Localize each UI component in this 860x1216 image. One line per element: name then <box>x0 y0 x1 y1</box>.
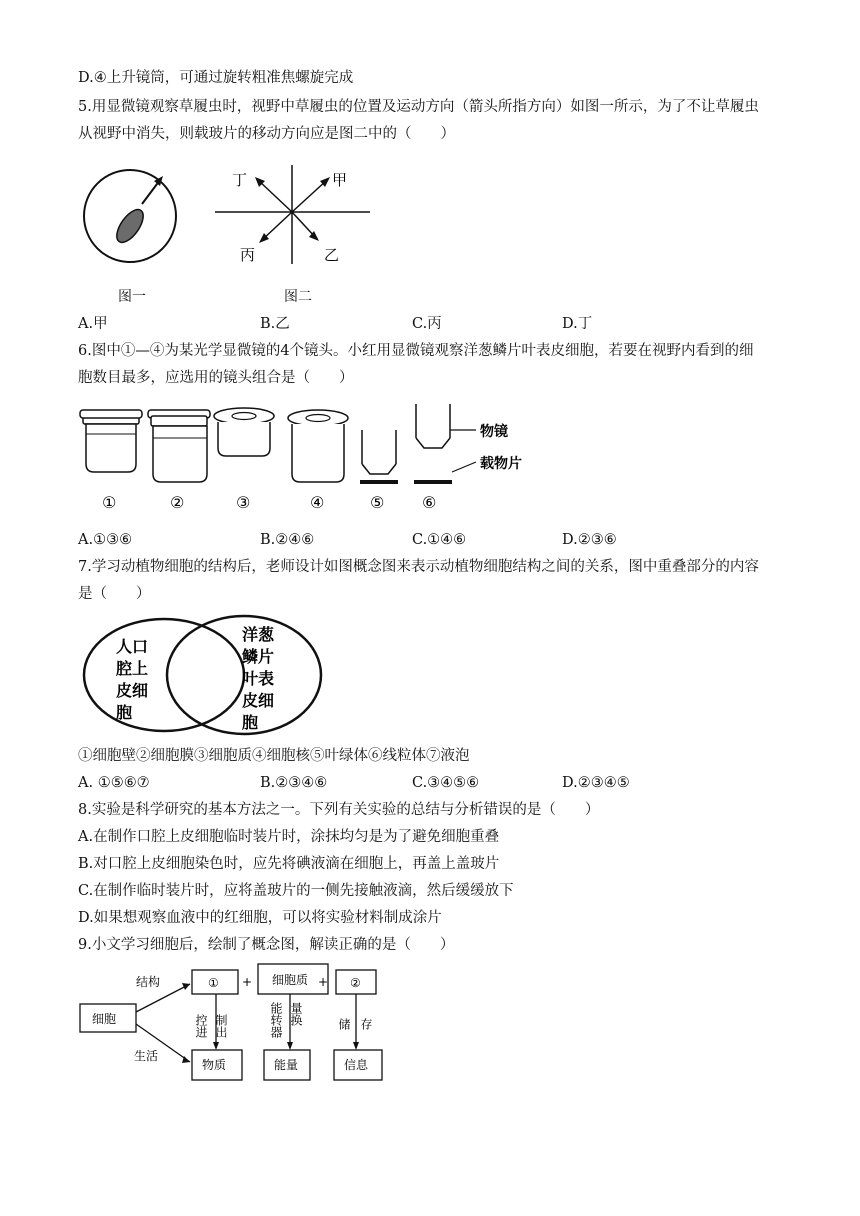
left-circle-line1: 人口 <box>116 637 149 656</box>
lens-1 <box>80 410 142 472</box>
q5-stem-line2: 从视野中消失，则载玻片的移动方向应是图二中的（ ） <box>78 126 455 142</box>
q7-option-c: C.③④⑤⑥ <box>412 775 480 791</box>
q6-option-c: C.①④⑥ <box>412 532 467 548</box>
q7-option-a: A. ①⑤⑥⑦ <box>78 775 150 791</box>
arrow-bing <box>262 212 292 240</box>
label-ding: 丁 <box>232 171 248 189</box>
label-objective: 物镜 <box>480 424 508 440</box>
q8-option-d: D.如果想观察血液中的红细胞，可以将实验材料制成涂片 <box>78 910 442 926</box>
label-info: 信息 <box>344 1058 369 1072</box>
left-circle-line4: 胞 <box>116 703 133 722</box>
arrow-jia <box>292 180 327 212</box>
lens-number-4: ④ <box>310 493 325 512</box>
q4-option-d: D.④上升镜筒，可通过旋转粗准焦螺旋完成 <box>78 70 354 86</box>
figure-venn-diagram <box>78 612 328 738</box>
q5-option-d: D.丁 <box>562 316 593 332</box>
lens-number-2: ② <box>170 493 185 512</box>
left-circle-line3: 皮细 <box>116 681 149 700</box>
right-circle-line2: 鳞片 <box>242 647 275 666</box>
lens-5 <box>360 430 398 484</box>
label-control-col2: 制出 <box>214 1014 228 1038</box>
arrow-ding <box>258 180 292 212</box>
label-energy-converter-col2: 量换 <box>289 1002 303 1026</box>
q8-stem: 8.实验是科学研究的基本方法之一。下列有关实验的总结与分析错误的是（ ） <box>78 802 600 818</box>
q8-option-c: C.在制作临时装片时，应将盖玻片的一侧先接触液滴，然后缓缓放下 <box>78 883 514 899</box>
label-cytoplasm: 细胞质 <box>272 973 309 987</box>
label-control-col1: 控进 <box>194 1014 208 1038</box>
q5-option-c: C.丙 <box>412 316 442 332</box>
label-life: 生活 <box>134 1049 159 1063</box>
label-bing: 丙 <box>240 246 256 264</box>
lens-number-5: ⑤ <box>370 493 385 512</box>
q8-option-b: B.对口腔上皮细胞染色时，应先将碘液滴在细胞上，再盖上盖玻片 <box>78 856 500 872</box>
figure-lenses <box>78 400 538 518</box>
q6-option-a: A.①③⑥ <box>78 532 133 548</box>
figure-1-caption: 图一 <box>118 289 146 305</box>
plus-sign-1: + <box>242 975 253 989</box>
lens-2 <box>148 410 210 482</box>
q6-option-d: D.②③⑥ <box>562 532 617 548</box>
q7-stem-line2: 是（ ） <box>78 586 151 602</box>
label-store-col1: 储 <box>337 1018 351 1030</box>
q6-stem-line2: 胞数目最多，应选用的镜头组合是（ ） <box>78 370 354 386</box>
label-energy-converter-col1: 能转器 <box>269 1002 283 1038</box>
plus-sign-2: + <box>318 975 329 989</box>
label-matter: 物质 <box>202 1058 227 1072</box>
right-circle-line5: 胞 <box>242 713 259 732</box>
label-yi: 乙 <box>324 246 340 264</box>
q7-stem-line1: 7.学习动植物细胞的结构后，老师设计如图概念图来表示动植物细胞结构之间的关系，图中重叠部分的内容 <box>78 559 759 575</box>
left-circle-line2: 腔上 <box>116 659 149 678</box>
right-circle-line1: 洋葱 <box>242 625 275 644</box>
figure-2-direction-options <box>210 160 375 272</box>
right-circle-line3: 叶表 <box>242 669 275 688</box>
animal-cell-circle <box>84 619 244 731</box>
q7-items: ①细胞壁②细胞膜③细胞质④细胞核⑤叶绿体⑥线粒体⑦液泡 <box>78 748 470 764</box>
lens-6 <box>414 404 476 484</box>
q5-option-b: B.乙 <box>260 316 290 332</box>
q7-option-b: B.②③④⑥ <box>260 775 328 791</box>
right-circle-line4: 皮细 <box>242 691 275 710</box>
label-box-2: ② <box>350 976 361 990</box>
label-structure: 结构 <box>136 975 161 989</box>
lens-4 <box>288 410 348 482</box>
lens-number-3: ③ <box>236 493 251 512</box>
figure-1-field-of-view <box>80 160 180 272</box>
q5-stem-line1: 5.用显微镜观察草履虫时，视野中草履虫的位置及运动方向（箭头所指方向）如图一所示，为了不让草履虫 <box>78 99 759 115</box>
lens-number-1: ① <box>102 493 117 512</box>
paramecium-shape <box>112 205 149 246</box>
label-energy: 能量 <box>274 1058 299 1072</box>
q9-stem: 9.小文学习细胞后，绘制了概念图，解读正确的是（ ） <box>78 937 455 953</box>
q7-option-d: D.②③④⑤ <box>562 775 630 791</box>
label-cell: 细胞 <box>92 1012 117 1026</box>
q6-option-b: B.②④⑥ <box>260 532 315 548</box>
label-slide: 载物片 <box>480 456 522 472</box>
figure-cell-concept-map <box>78 962 388 1088</box>
q8-option-a: A.在制作口腔上皮细胞临时装片时，涂抹均匀是为了避免细胞重叠 <box>78 829 500 845</box>
q5-option-a: A.甲 <box>78 316 108 332</box>
lens-number-6: ⑥ <box>422 493 437 512</box>
lens-3 <box>214 408 274 456</box>
q6-stem-line1: 6.图中①—④为某光学显微镜的4个镜头。小红用显微镜观察洋葱鳞片叶表皮细胞，若要在视野内看到的细 <box>78 343 754 359</box>
figure-2-caption: 图二 <box>284 289 312 305</box>
label-jia: 甲 <box>332 171 348 189</box>
label-store-col2: 存 <box>359 1018 373 1030</box>
label-box-1: ① <box>208 976 219 990</box>
